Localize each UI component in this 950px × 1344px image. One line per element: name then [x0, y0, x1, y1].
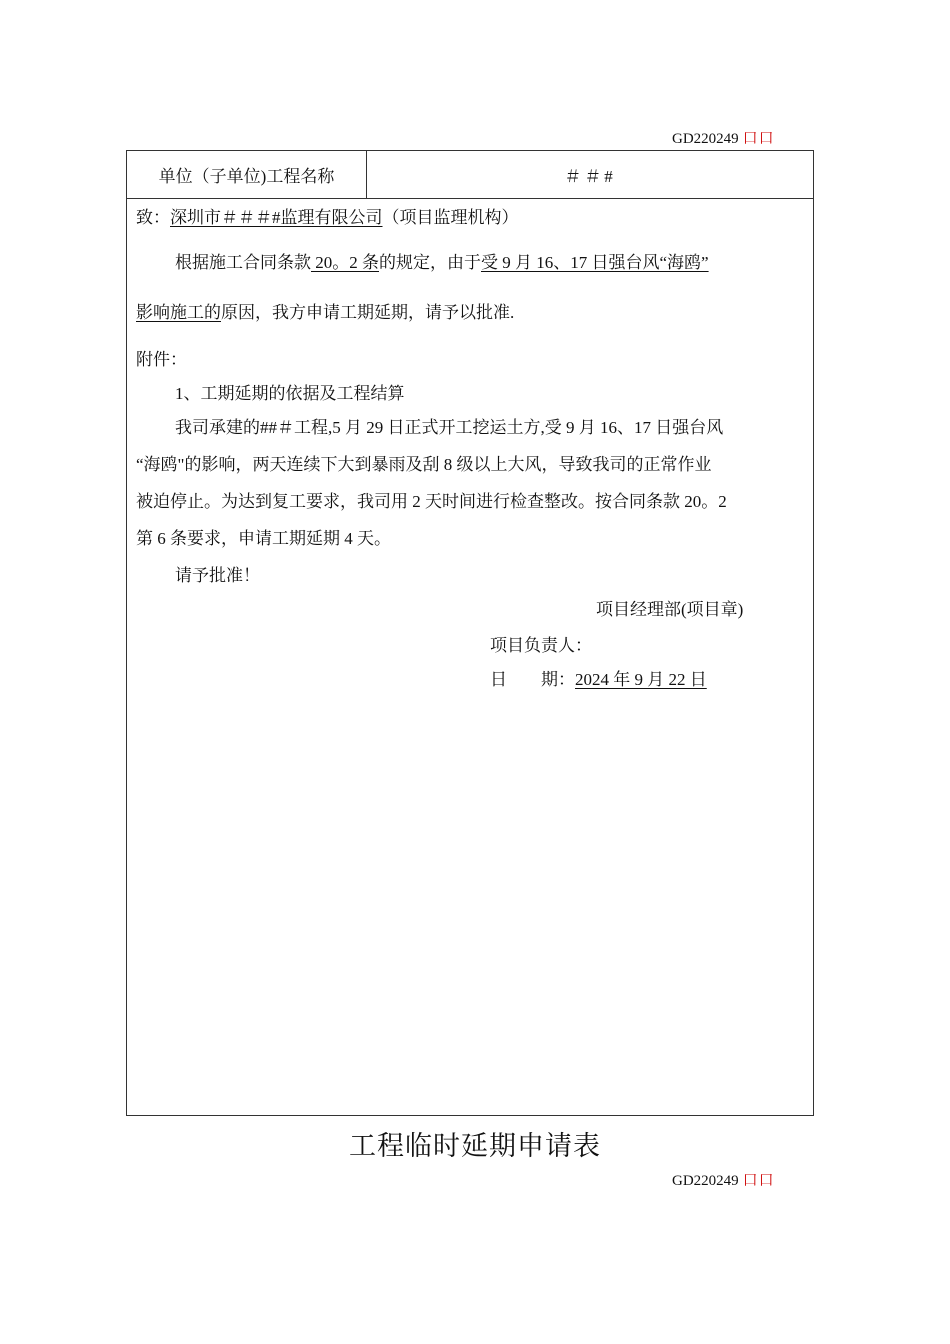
request-text: 根据施工合同条款: [175, 253, 311, 272]
document-code-number: GD220249: [672, 131, 739, 147]
addressee-suffix: （项目监理机构）: [382, 208, 519, 227]
attachment-para-line-2: “海鸥"的影响，两天连续下大到暴雨及刮 8 级以上大风，导致我司的正常作业: [136, 455, 712, 474]
request-line-1: [175, 248, 709, 273]
attachment-para-line-3: 被迫停止。为达到复工要求，我司用 2 天时间进行检查整改。按合同条款 20。2: [136, 492, 727, 511]
project-name-value: ＃＃#: [564, 167, 616, 186]
signature-department: 项目经理部(项目章): [596, 600, 744, 619]
document-code-top: [672, 127, 775, 148]
project-name-row: [127, 151, 813, 199]
form-title: 工程临时延期申请表: [349, 1131, 601, 1162]
attachment-para-line-4: 第 6 条要求，申请工期延期 4 天。: [136, 529, 391, 548]
delay-reason-cont: 影响施工的: [136, 303, 221, 322]
signature-person-label: 项目负责人：: [490, 636, 592, 655]
addressee-company: 深圳市＃＃＃#监理有限公司: [170, 208, 383, 227]
document-code-boxes: 口口: [742, 1173, 775, 1189]
document-code-boxes: 口口: [742, 131, 775, 147]
signature-date-line: [490, 665, 707, 690]
request-text: 的规定，由于: [379, 253, 481, 272]
attachment-item-title: 1、工期延期的依据及工程结算: [175, 384, 405, 403]
addressee-line: [136, 203, 519, 228]
document-code-bottom: [672, 1169, 775, 1190]
date-label: 日 期：: [490, 670, 575, 689]
date-value: 2024 年 9 月 22 日: [575, 670, 707, 689]
project-name-label: 单位（子单位)工程名称: [127, 151, 367, 198]
closing-request: 请予批准！: [175, 566, 260, 585]
contract-clause: 20。2 条: [311, 253, 379, 272]
application-form-table: [126, 150, 814, 1116]
attachment-para-line-1: 我司承建的##＃工程,5 月 29 日正式开工挖运土方,受 9 月 16、17 日强台风: [175, 418, 724, 437]
delay-reason: 受 9 月 16、17 日强台风“海鸥”: [481, 253, 709, 272]
addressee-prefix: 致：: [136, 208, 170, 227]
document-code-number: GD220249: [672, 1173, 739, 1189]
attachment-label: 附件：: [136, 350, 187, 369]
request-text: 原因，我方申请工期延期，请予以批准.: [221, 303, 515, 322]
request-line-2: [136, 298, 514, 323]
